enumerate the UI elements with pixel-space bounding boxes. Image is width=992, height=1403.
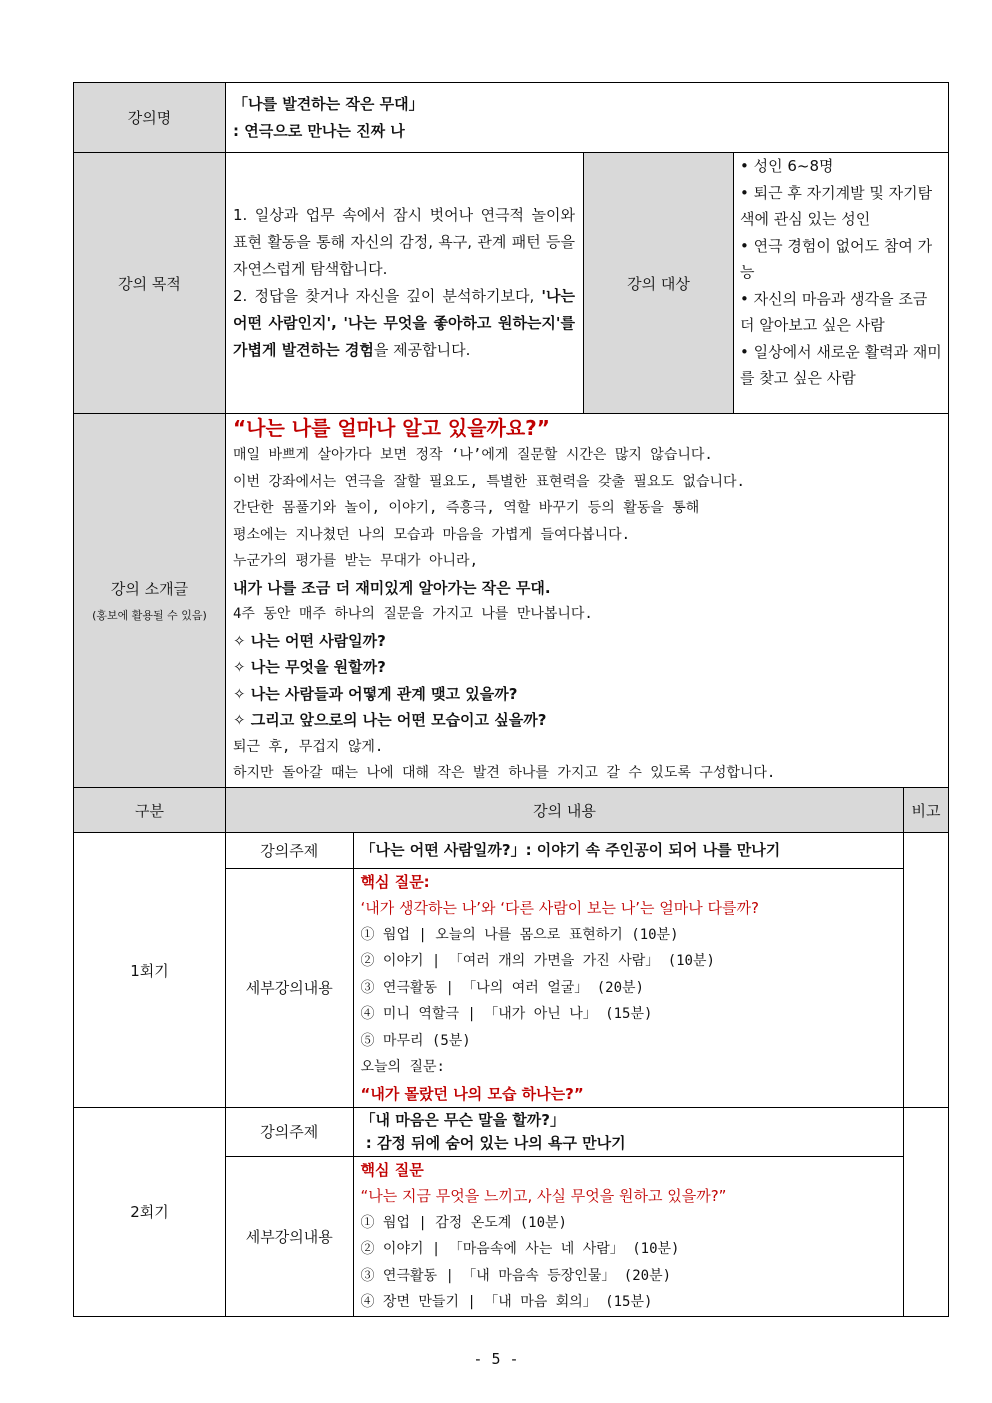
detail-label: 세부강의내용 <box>226 1156 353 1316</box>
lecture-plan-table <box>73 82 949 1317</box>
intro-row <box>74 414 949 788</box>
session-content <box>226 833 904 1108</box>
purpose-text <box>226 202 583 364</box>
detail-label: 세부강의내용 <box>226 868 353 1107</box>
today-question-label: 오늘의 질문: <box>360 1059 445 1075</box>
intro-question: ✧ 나는 무엇을 원할까? <box>233 658 386 676</box>
session-remarks <box>904 833 949 1108</box>
intro-note: (홍보에 활용될 수 있음) <box>92 609 207 622</box>
intro-line: 누군가의 평가를 받는 무대가 아니라, <box>233 553 479 569</box>
intro-label: 강의 소개글 <box>110 580 189 598</box>
purpose-paragraph-2 <box>233 283 575 364</box>
activity-item: ② 이야기 | 「여러 개의 가면을 가진 사람」 (10분) <box>360 953 715 969</box>
purpose-p2-end: 을 제공합니다. <box>373 341 471 359</box>
core-question: ‘내가 생각하는 나’와 ‘다른 사람이 보는 나’는 얼마나 다를까? <box>360 899 759 917</box>
target-item: • 일상에서 새로운 활력과 재미를 찾고 싶은 사람 <box>740 342 942 387</box>
intro-line: 4주 동안 매주 하나의 질문을 가지고 나를 만나봅니다. <box>233 606 593 622</box>
intro-line: 이번 강좌에서는 연극을 잘할 필요도, 특별한 표현력을 갖출 필요도 없습니다. <box>233 473 745 490</box>
title-label: 강의명 <box>74 83 226 153</box>
intro-closing: 퇴근 후, 무겁지 않게. <box>233 738 384 755</box>
intro-line: 평소에는 지나쳤던 나의 모습과 마음을 가볍게 들여다봅니다. <box>233 526 631 543</box>
intro-closing: 하지만 돌아갈 때는 나에 대해 작은 발견 하나를 가지고 갈 수 있도록 구성합니다. <box>233 765 776 781</box>
header-content: 강의 내용 <box>226 788 904 833</box>
session-inner-table <box>226 833 903 1107</box>
activity-item: ④ 미니 역할극 | 「내가 아닌 나」 (15분) <box>360 1006 653 1022</box>
intro-question: ✧ 나는 사람들과 어떻게 관계 맺고 있을까? <box>233 684 518 703</box>
title-line-1: 「나를 발견하는 작은 무대」 <box>233 95 424 113</box>
purpose-label: 강의 목적 <box>74 153 226 414</box>
intro-question: ✧ 그리고 앞으로의 나는 어떤 모습이고 싶을까? <box>233 711 547 729</box>
title-row <box>74 83 949 153</box>
header-remarks: 비고 <box>904 788 949 833</box>
topic-value <box>353 1108 903 1156</box>
activity-item: ⑤ 마무리 (5분) <box>360 1032 471 1049</box>
page-number: - 5 - <box>473 1350 519 1368</box>
purpose-cell <box>226 153 584 414</box>
schedule-header-row <box>74 788 949 833</box>
target-cell <box>734 153 949 414</box>
activity-item: ① 웜업 | 오늘의 나를 몸으로 표현하기 (10분) <box>360 926 679 943</box>
activity-item: ④ 장면 만들기 | 「내 마음 회의」 (15분) <box>360 1294 653 1310</box>
core-question-label: 핵심 질문: <box>360 872 430 891</box>
detail-value <box>353 868 903 1107</box>
title-line-2: : 연극으로 만나는 진짜 나 <box>233 121 405 140</box>
intro-question: ✧ 나는 어떤 사람일까? <box>233 631 386 650</box>
target-item: • 성인 6~8명 <box>740 157 834 175</box>
today-question: “내가 몰랐던 나의 모습 하나는?” <box>360 1084 584 1103</box>
session-label: 2회기 <box>74 1108 226 1317</box>
header-division: 구분 <box>74 788 226 833</box>
topic-label: 강의주제 <box>226 1108 353 1156</box>
intro-bold-line: 내가 나를 조금 더 재미있게 알아가는 작은 무대. <box>233 578 551 597</box>
target-item: • 연극 경험이 없어도 참여 가능 <box>740 236 933 281</box>
intro-cell <box>226 414 949 788</box>
intro-label-cell <box>74 414 226 788</box>
topic-line: : 감정 뒤에 숨어 있는 나의 욕구 만나기 <box>360 1133 626 1152</box>
core-question: “나는 지금 무엇을 느끼고, 사실 무엇을 원하고 있을까?” <box>360 1187 727 1205</box>
activity-item: ① 웜업 | 감정 온도계 (10분) <box>360 1214 567 1231</box>
session-content <box>226 1108 904 1317</box>
target-item: • 자신의 마음과 생각을 조금 더 알아보고 싶은 사람 <box>740 289 928 334</box>
activity-item: ② 이야기 | 「마음속에 사는 네 사람」 (10분) <box>360 1241 680 1257</box>
core-question-label: 핵심 질문 <box>360 1160 424 1179</box>
session-row <box>74 1108 949 1317</box>
purpose-p2-emphasis: '나는 어떤 사람인지', '나는 무엇을 좋아하고 원하는지'를 가볍게 발견하는 경험 <box>233 287 575 359</box>
topic-label: 강의주제 <box>226 833 353 868</box>
session-row <box>74 833 949 1108</box>
activity-item: ③ 연극활동 | 「나의 여러 얼굴」 (20분) <box>360 979 644 996</box>
detail-value <box>353 1156 903 1316</box>
purpose-p2-start: 2. 정답을 찾거나 자신을 깊이 분석하기보다, <box>233 287 542 305</box>
topic-line: 「나는 어떤 사람일까?」: 이야기 속 주인공이 되어 나를 만나기 <box>360 841 781 859</box>
topic-line: 「내 마음은 무슨 말을 할까?」 <box>360 1110 565 1129</box>
intro-headline: “나는 나를 얼마나 알고 있을까요?” <box>233 416 550 440</box>
session-remarks <box>904 1108 949 1317</box>
title-value <box>226 83 949 153</box>
session-inner-table <box>226 1108 903 1316</box>
topic-value <box>353 833 903 868</box>
target-list <box>734 153 948 392</box>
intro-line: 간단한 몸풀기와 놀이, 이야기, 즉흥극, 역할 바꾸기 등의 활동을 통해 <box>233 500 700 516</box>
target-item: • 퇴근 후 자기계발 및 자기탐색에 관심 있는 성인 <box>740 183 933 228</box>
activity-item: ③ 연극활동 | 「내 마음속 등장인물」 (20분) <box>360 1267 672 1284</box>
intro-line: 매일 바쁘게 살아가다 보면 정작 ‘나’에게 질문할 시간은 많지 않습니다. <box>233 447 713 463</box>
target-label: 강의 대상 <box>584 153 734 414</box>
session-label: 1회기 <box>74 833 226 1108</box>
purpose-paragraph-1: 1. 일상과 업무 속에서 잠시 벗어나 연극적 놀이와 표현 활동을 통해 자신의 감정, 욕구, 관계 패턴 등을 자연스럽게 탐색합니다. <box>233 206 575 278</box>
purpose-row <box>74 153 949 414</box>
